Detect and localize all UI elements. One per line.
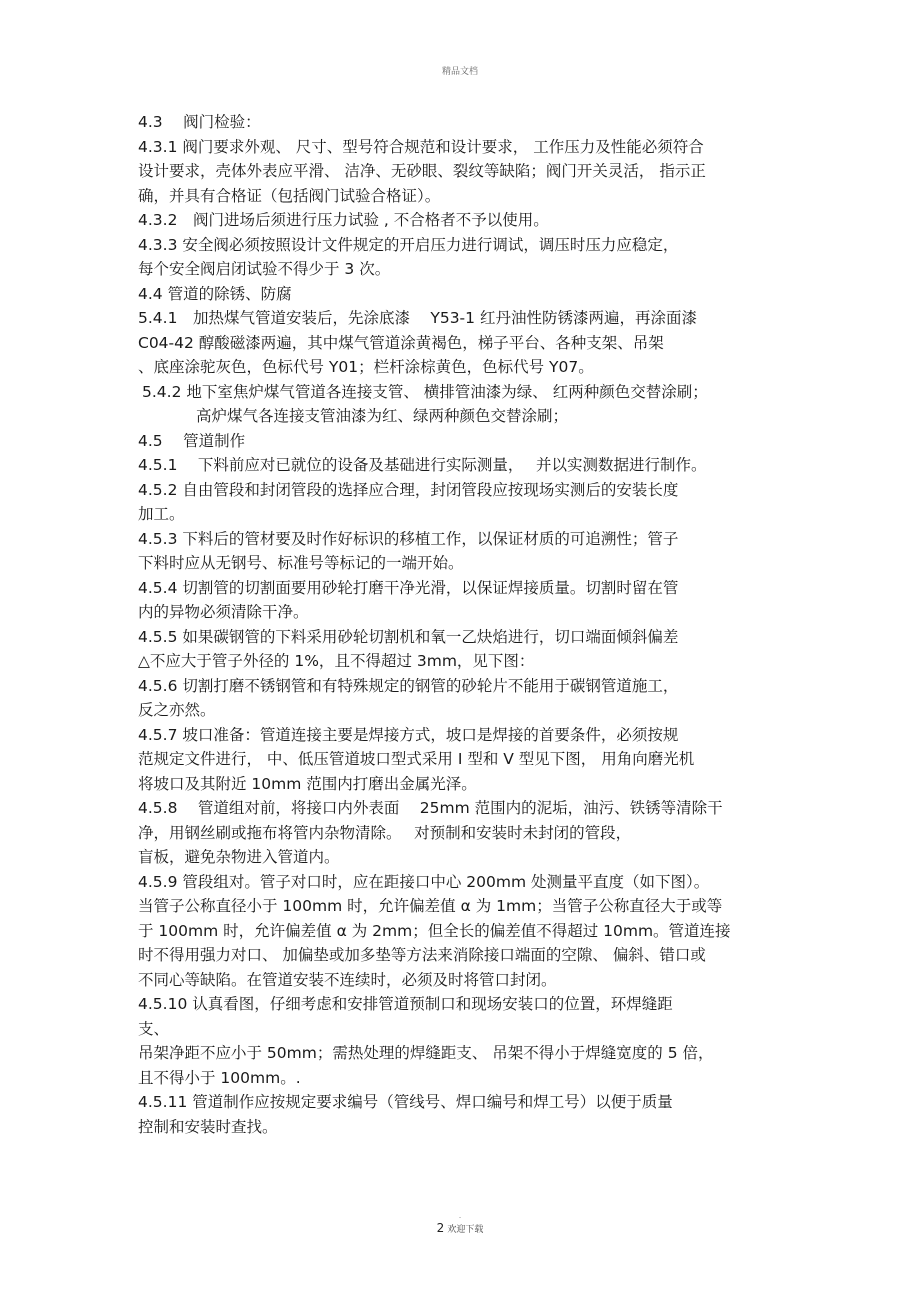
paragraph-line: 4.5.8 管道组对前，将接口内外表面 25mm 范围内的泥垢，油污、铁锈等清除干 xyxy=(138,799,723,817)
paragraph-line: 时不得用强力对口、 加偏垫或加多垫等方法来消除接口端面的空隙、 偏斜、错口或 xyxy=(138,946,706,964)
paragraph-line: 加工。 xyxy=(138,505,185,523)
page-footer xyxy=(0,1221,920,1235)
paragraph-line: 4.3.2 阀门进场后须进行压力试验 , 不合格者不予以使用。 xyxy=(138,211,549,229)
paragraph-line: 盲板，避免杂物进入管道内。 xyxy=(138,848,340,866)
document-body xyxy=(138,110,788,1139)
paragraph-line: 4.5.2 自由管段和封闭管段的选择应合理，封闭管段应按现场实测后的安装长度 xyxy=(138,480,679,499)
section-heading-4-4: 4.4 管道的除锈、防腐 xyxy=(138,284,292,303)
paragraph-line: 支、 xyxy=(138,1019,170,1038)
paragraph-line: 范规定文件进行， 中、低压管道坡口型式采用 I 型和 V 型见下图， 用角向磨光机 xyxy=(138,750,695,768)
paragraph-line: 4.5.7 坡口准备：管道连接主要是焊接方式，坡口是焊接的首要条件，必须按规 xyxy=(138,725,679,744)
paragraph-line: 4.3.1 阀门要求外观、 尺寸、型号符合规范和设计要求， 工作压力及性能必须符合 xyxy=(138,137,704,156)
paragraph-line: 4.5.6 切割打磨不锈钢管和有特殊规定的钢管的砂轮片不能用于碳钢管道施工， xyxy=(138,676,679,695)
paragraph-line: 于 100mm 时，允许偏差值 α 为 2mm；但全长的偏差值不得超过 10mm。管道连接 xyxy=(138,921,731,940)
paragraph-line: 不同心等缺陷。在管道安装不连续时，必须及时将管口封闭。 xyxy=(138,970,557,989)
header-watermark: 精品文档 xyxy=(441,67,478,77)
paragraph-line: C04-42 醇酸磁漆两遍，其中煤气管道涂黄褐色，梯子平台、各种支架、吊架 xyxy=(138,333,664,352)
paragraph-line: 下料时应从无钢号、标准号等标记的一端开始。 xyxy=(138,554,464,572)
paragraph-line: 4.5.1 下料前应对已就位的设备及基础进行实际测量， 并以实测数据进行制作。 xyxy=(138,456,707,474)
paragraph-line: 5.4.1 加热煤气管道安装后，先涂底漆 Y53-1 红丹油性防锈漆两遍，再涂面漆 xyxy=(138,309,697,327)
paragraph-line: 4.5.11 管道制作应按规定要求编号（管线号、焊口编号和焊工号）以便于质量 xyxy=(138,1093,673,1111)
paragraph-line: 将坡口及其附近 10mm 范围内打磨出金属光泽。 xyxy=(138,774,477,793)
section-heading-4-3: 4.3 阀门检验： xyxy=(138,113,261,131)
paragraph-line: 4.5.3 下料后的管材要及时作好标识的移植工作，以保证材质的可追溯性；管子 xyxy=(138,529,679,548)
paragraph-line: 高炉煤气各连接支管油漆为红、绿两种颜色交替涂刷； xyxy=(196,407,569,425)
paragraph-line: 确，并具有合格证（包括阀门试验合格证）。 xyxy=(138,186,441,205)
paragraph-line: 且不得小于 100mm。. xyxy=(138,1068,301,1087)
paragraph-line: 4.5.9 管段组对。管子对口时，应在距接口中心 200mm 处测量平直度（如下图）。 xyxy=(138,872,710,891)
paragraph-line: 反之亦然。 xyxy=(138,701,216,719)
section-heading-4-5: 4.5 管道制作 xyxy=(138,431,246,450)
paragraph-line: 内的异物必须清除干净。 xyxy=(138,603,309,621)
paragraph-line: 每个安全阀启闭试验不得少于 3 次。 xyxy=(138,260,391,278)
paragraph-line: 设计要求，壳体外表应平滑、 洁净、无砂眼、裂纹等缺陷；阀门开关灵活， 指示正 xyxy=(138,162,706,180)
page-number: 2 xyxy=(436,1221,445,1235)
paragraph-line: 4.5.5 如果碳钢管的下料采用砂轮切割机和氧一乙炔焰进行，切口端面倾斜偏差 xyxy=(138,627,679,646)
paragraph-line: △不应大于管子外径的 1%，且不得超过 3mm，见下图： xyxy=(138,652,535,670)
paragraph-line: 净，用钢丝刷或拖布将管内杂物清除。 对预制和安装时未封闭的管段， xyxy=(138,823,632,842)
paragraph-line: 控制和安装时查找。 xyxy=(138,1117,278,1136)
footer-dot: . xyxy=(458,1211,462,1220)
paragraph-line: 、底座涂驼灰色，色标代号 Y01；栏杆涂棕黄色，色标代号 Y07。 xyxy=(138,358,594,376)
paragraph-line: 4.5.4 切割管的切割面要用砂轮打磨干净光滑，以保证焊接质量。切割时留在管 xyxy=(138,578,679,597)
paragraph-line: 5.4.2 地下室焦炉煤气管道各连接支管、 横排管油漆为绿、 红两种颜色交替涂刷； xyxy=(142,382,708,401)
footer-caption: 欢迎下载 xyxy=(447,1225,484,1235)
paragraph-line: 吊架净距不应小于 50mm；需热处理的焊缝距支、 吊架不得小于焊缝宽度的 5 倍， xyxy=(138,1044,714,1062)
paragraph-line: 当管子公称直径小于 100mm 时，允许偏差值 α 为 1mm；当管子公称直径大于或等 xyxy=(138,897,723,915)
paragraph-line: 4.5.10 认真看图，仔细考虑和安排管道预制口和现场安装口的位置，环焊缝距 xyxy=(138,995,673,1013)
paragraph-line: 4.3.3 安全阀必须按照设计文件规定的开启压力进行调试，调压时压力应稳定， xyxy=(138,235,679,254)
